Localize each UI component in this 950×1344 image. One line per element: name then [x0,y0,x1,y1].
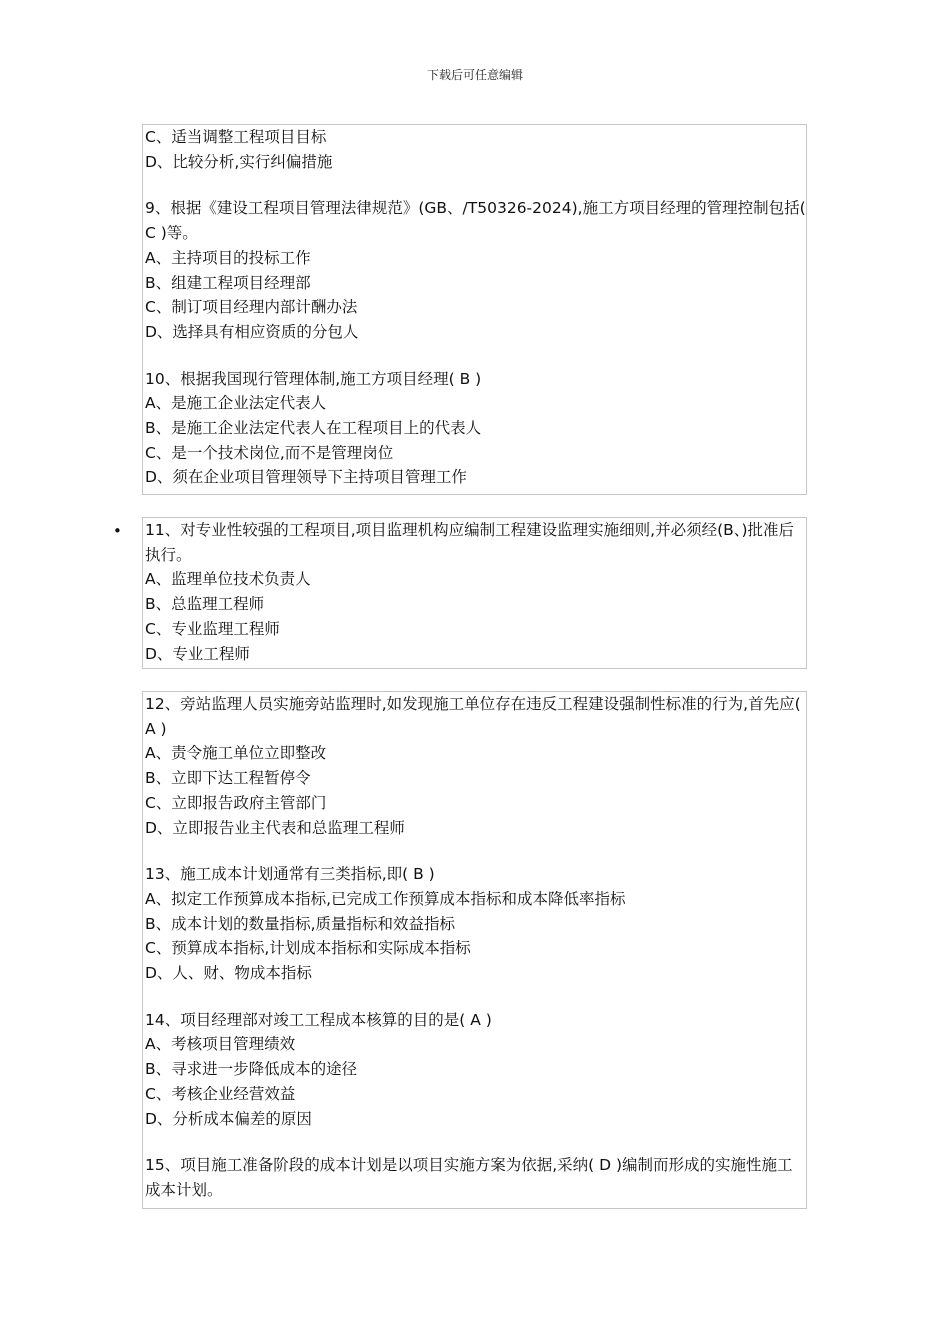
option-line: A、监理单位技术负责人 [145,570,311,589]
option-line: B、立即下达工程暂停令 [145,769,311,788]
question-text: 10、根据我国现行管理体制,施工方项目经理( B ) [145,369,482,388]
option-line: C、专业监理工程师 [145,619,280,638]
question-text: 14、项目经理部对竣工工程成本核算的目的是( A ) [145,1010,492,1029]
option-line: D、专业工程师 [145,644,250,663]
question-panel-1 [142,124,807,495]
option-line: B、总监理工程师 [145,595,265,614]
question-panel-3 [142,691,807,1209]
option-line: B、是施工企业法定代表人在工程项目上的代表人 [145,419,482,438]
option-line: D、须在企业项目管理领导下主持项目管理工作 [145,468,467,487]
option-line: D、立即报告业主代表和总监理工程师 [145,818,405,837]
page-header: 下载后可任意编辑 [426,68,523,82]
option-line: A、拟定工作预算成本指标,已完成工作预算成本指标和成本降低率指标 [145,889,626,908]
question-text: 9、根据《建设工程项目管理法律规范》(GB、/T50326-2024),施工方项目经理的管理控制包括( C )等。 [145,199,806,243]
list-bullet: • [113,522,122,540]
option-line: A、是施工企业法定代表人 [145,394,327,413]
option-line: D、分析成本偏差的原因 [145,1109,312,1128]
option-line: B、成本计划的数量指标,质量指标和效益指标 [145,914,456,933]
option-line: A、责令施工单位立即整改 [145,744,327,763]
option-line: B、寻求进一步降低成本的途径 [145,1060,358,1079]
option-line: C、预算成本指标,计划成本指标和实际成本指标 [145,939,471,958]
option-line: A、考核项目管理绩效 [145,1035,296,1054]
option-line: C、制订项目经理内部计酬办法 [145,298,358,317]
option-line: C、考核企业经营效益 [145,1084,296,1103]
question-text: 11、对专业性较强的工程项目,项目监理机构应编制工程建设监理实施细则,并必须经(B、)批准后执行。 [145,521,795,564]
option-line: A、主持项目的投标工作 [145,248,311,267]
question-text: 15、项目施工准备阶段的成本计划是以项目实施方案为依据,采纳( D )编制而形成的实施性施工成本计划。 [145,1156,793,1199]
question-text: 13、施工成本计划通常有三类指标,即( B ) [145,865,435,884]
question-text: 12、旁站监理人员实施旁站监理时,如发现施工单位存在违反工程建设强制性标准的行为,首先应( A ) [145,695,801,738]
option-line: D、选择具有相应资质的分包人 [145,322,359,341]
option-line: C、立即报告政府主管部门 [145,793,327,812]
option-line: C、是一个技术岗位,而不是管理岗位 [145,443,394,462]
option-line: D、比较分析,实行纠偏措施 [145,152,333,171]
option-line: D、人、财、物成本指标 [145,964,312,983]
question-panel-2 [142,517,807,669]
option-line: C、适当调整工程项目目标 [145,128,327,146]
option-line: B、组建工程项目经理部 [145,273,311,292]
